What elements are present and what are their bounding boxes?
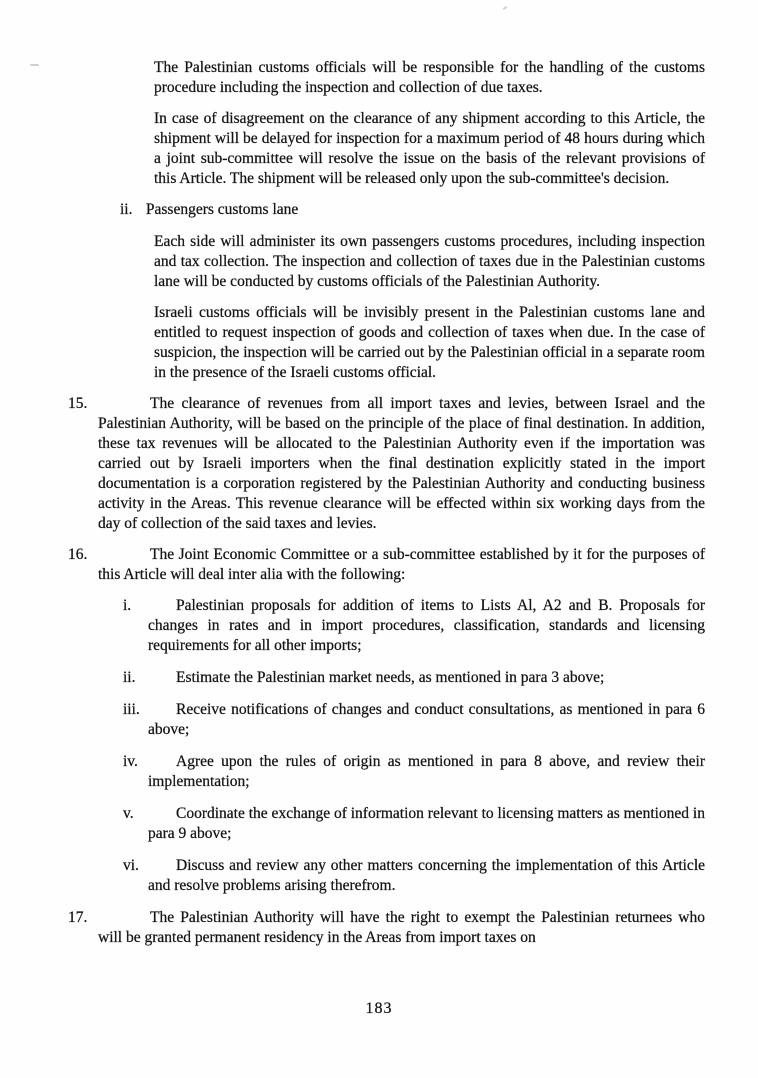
item-text: Estimate the Palestinian market needs, as mentioned in para 3 above; [176,669,605,686]
item-marker: ii. [120,201,133,218]
numbered-paragraph-17 [68,908,705,948]
item-marker: iv. [123,753,138,770]
item-text: Discuss and review any other matters concerning the implementation of this Article and resolve problems arising therefrom. [148,857,705,894]
list-item-v [123,804,705,844]
paragraph-each-side: Each side will administer its own passengers customs procedures, including inspection and tax collection. The inspection and collection of taxes due in the Palestinian customs lane will be conducted by customs officials of the Palestinian Authority. [154,233,705,290]
paragraph-text: The clearance of revenues from all import taxes and levies, between Israel and the Palestinian Authority, will be based on the principle of the place of final destination. In addition, these tax revenues will be allocated to the Palestinian Authority even if the importation was carried out by Israeli importers when the final destination explicitly stated in the import documentation is a corporation registered by the Palestinian Authority and conducting business activity in the Areas. This revenue clearance will be effected within six working days from the day of collection of the said taxes and levies. [98,395,705,532]
paragraph-number: 16. [68,546,88,563]
item-text: Agree upon the rules of origin as mentioned in para 8 above, and review their implementation; [148,753,705,790]
item-marker: iii. [123,701,140,718]
item-marker: vi. [123,857,139,874]
paragraph-israeli-officials: Israeli customs officials will be invisibly present in the Palestinian customs lane and entitled to request inspection of goods and collection of taxes when due. In the case of suspicion, the inspection will be carried out by the Palestinian official in a separate room in the presence of the Israeli customs official. [154,304,705,381]
item-marker: i. [123,597,132,614]
page-number: 183 [365,1000,393,1017]
scan-artifact [30,64,39,66]
numbered-paragraph-15 [68,394,705,534]
paragraph-disagreement: In case of disagreement on the clearance of any shipment according to this Article, the shipment will be delayed for inspection for a maximum period of 48 hours during which a joint sub-committee will resolve the issue on the basis of the relevant provisions of this Article. The shipment will be released only upon the sub-committee's decision. [154,110,705,187]
list-item-vi [123,856,705,896]
item-marker: ii. [123,669,136,686]
paragraph-customs-officials: The Palestinian customs officials will be responsible for the handling of the customs procedure including the inspection and collection of due taxes. [154,59,705,96]
paragraph-number: 17. [68,909,88,926]
list-item-i [123,596,705,656]
list-item-iii [123,700,705,740]
paragraph-text: The Joint Economic Committee or a sub-committee established by it for the purposes of this Article will deal inter alia with the following: [98,546,705,583]
item-text: Receive notifications of changes and conduct consultations, as mentioned in para 6 above; [148,701,705,738]
paragraph-text: The Palestinian Authority will have the right to exempt the Palestinian returnees who will be granted permanent residency in the Areas from import taxes on [98,909,705,946]
item-text: Palestinian proposals for addition of items to Lists Al, A2 and B. Proposals for changes in rates and in import procedures, classification, standards and licensing requirements for all other imports; [148,597,705,654]
item-marker: v. [123,805,134,822]
numbered-paragraph-16 [68,545,705,585]
list-item-ii [123,668,705,688]
paragraph-number: 15. [68,395,88,412]
item-text: Coordinate the exchange of information relevant to licensing matters as mentioned in para 9 above; [148,805,705,842]
item-label: Passengers customs lane [145,201,299,218]
list-item-iv [123,752,705,792]
list-item-heading-passengers-lane [120,200,705,220]
